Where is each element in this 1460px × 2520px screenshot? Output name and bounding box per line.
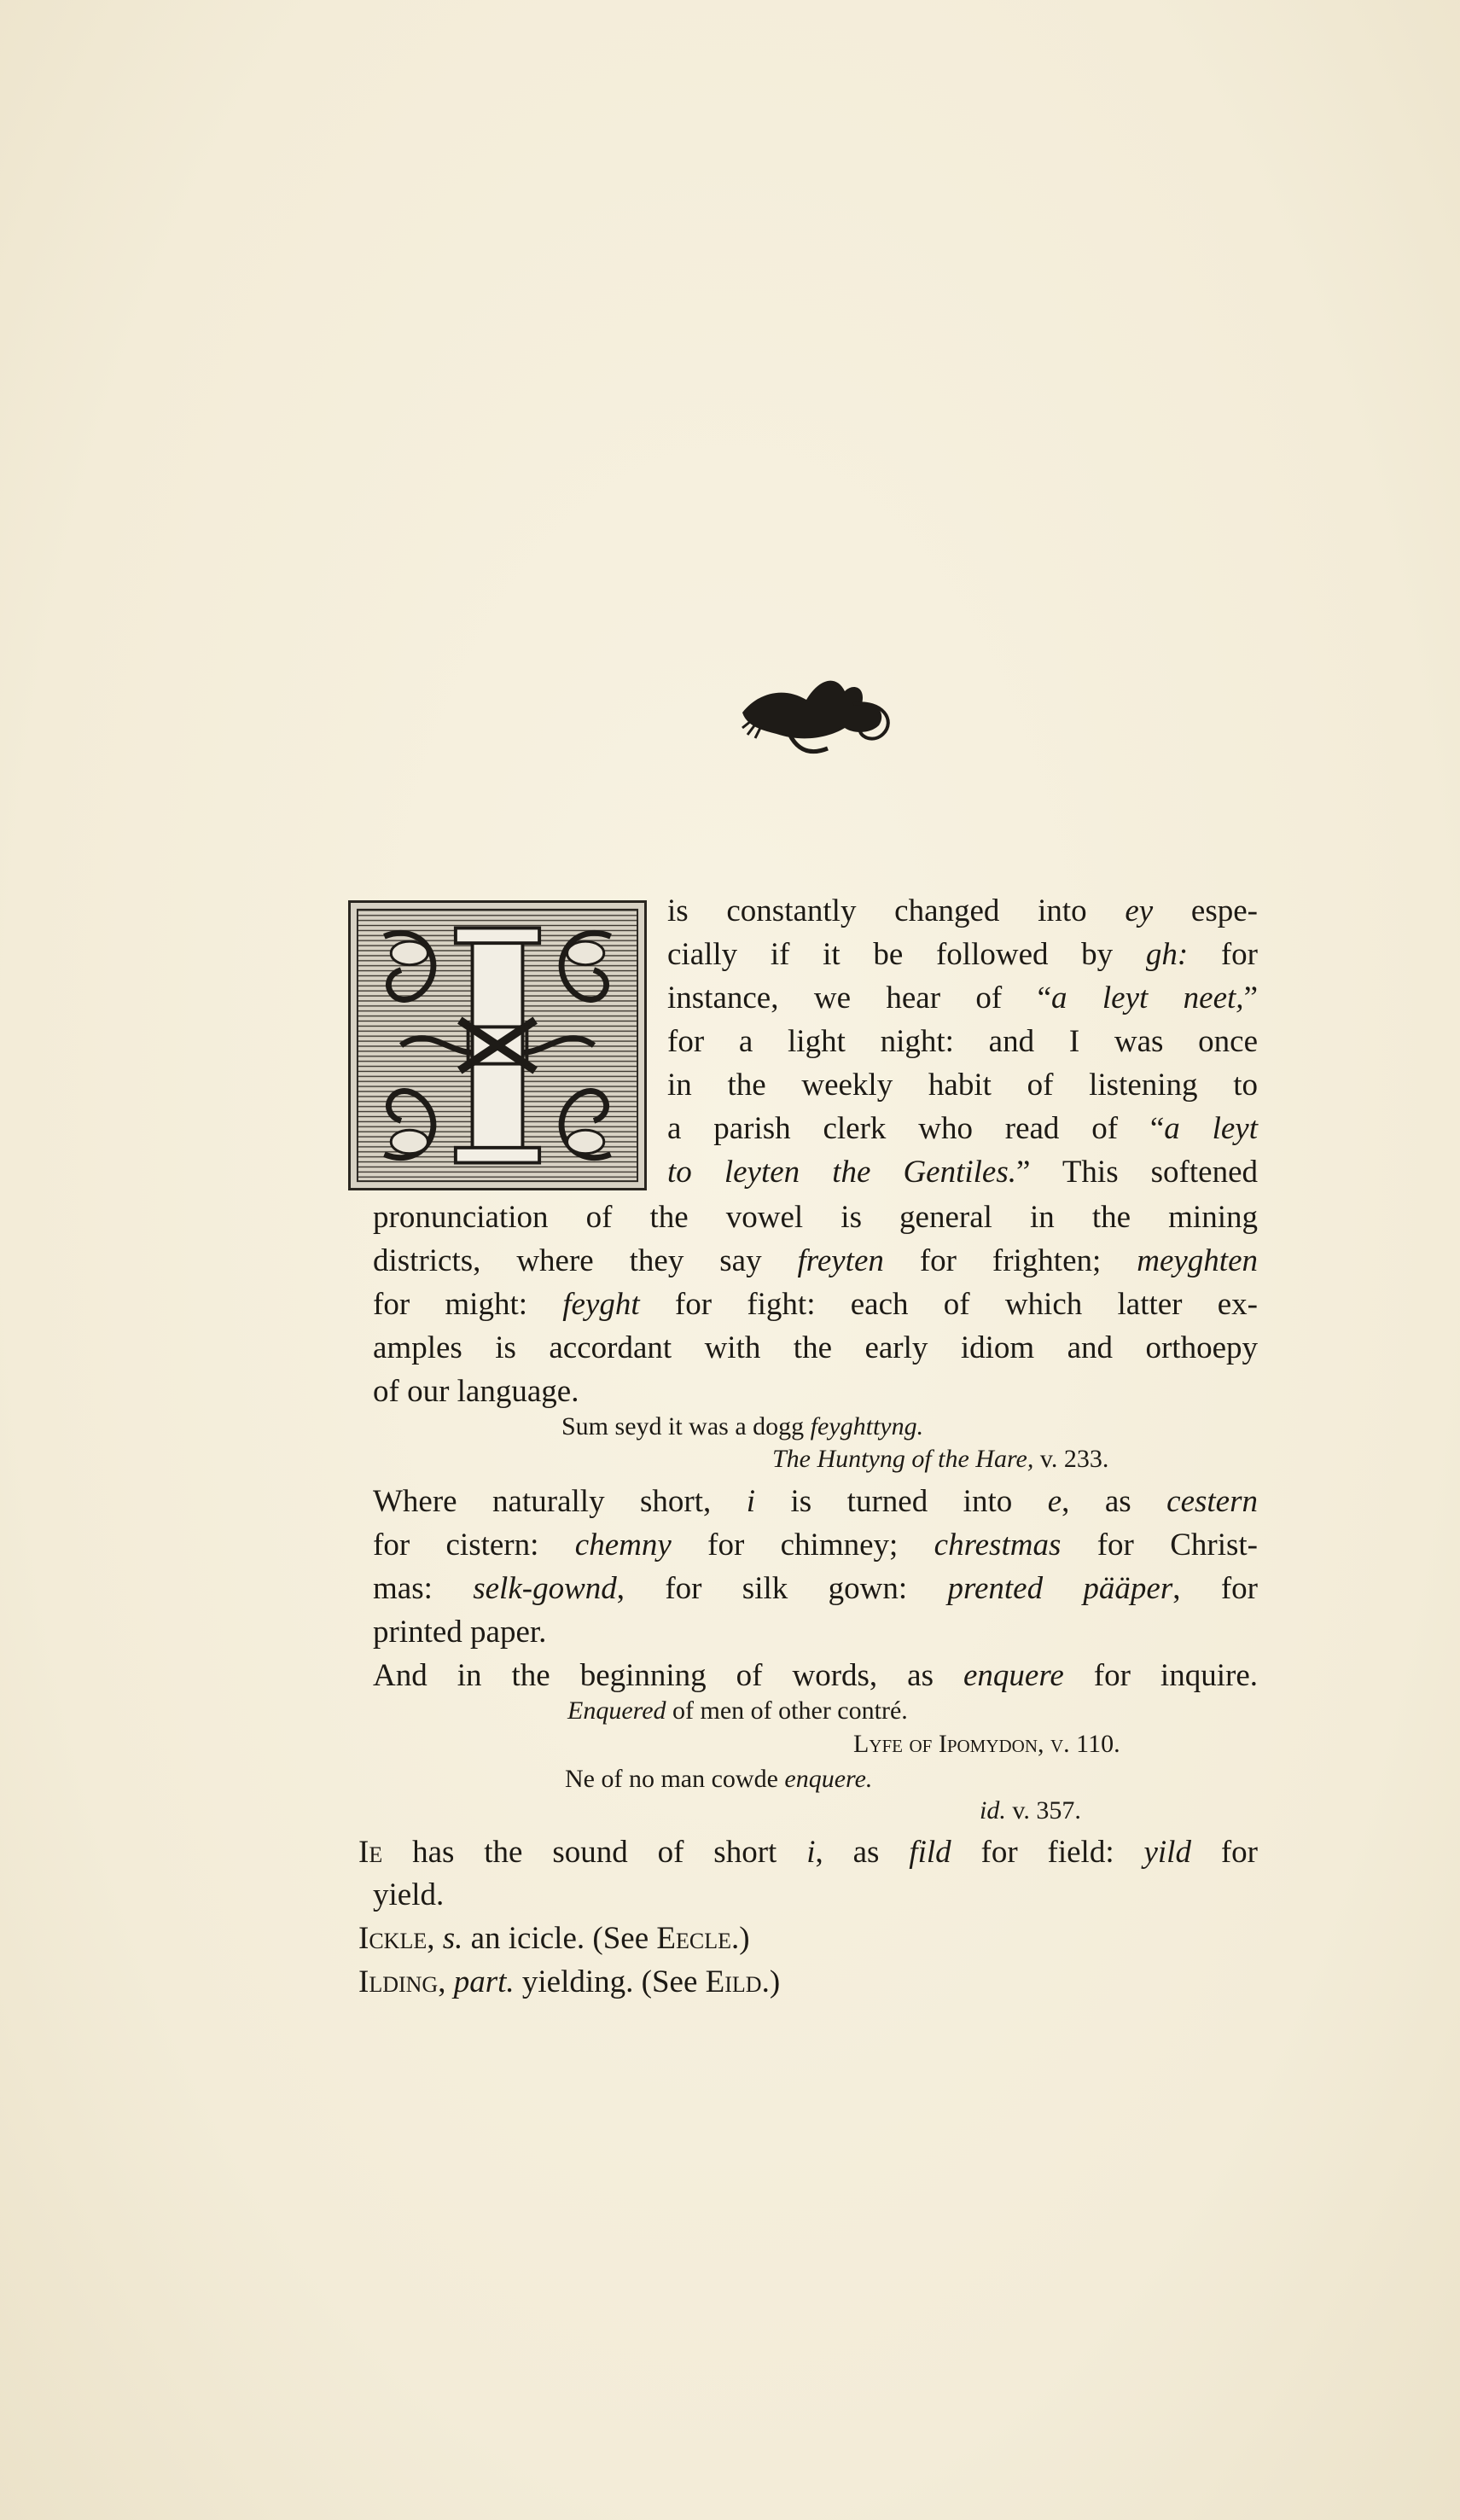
text-line: in the weekly habit of listening to xyxy=(667,1068,1258,1103)
text-line: mas: selk-gownd, for silk gown: prented pääper, for xyxy=(373,1571,1258,1606)
text-line: for might: feyght for fight: each of which latter ex- xyxy=(373,1287,1258,1322)
text-line: to leyten the Gentiles.” This softened xyxy=(667,1155,1258,1190)
quotation: Enquered of men of other contré. xyxy=(567,1696,908,1725)
quotation: Ne of no man cowde enquere. xyxy=(565,1765,873,1793)
floral-fleuron-icon xyxy=(725,653,896,764)
entry-ie: Ie has the sound of short i, as fild for field: yild for xyxy=(358,1835,1258,1870)
text-line: amples is accordant with the early idiom and orthoepy xyxy=(373,1330,1258,1365)
decorated-initial-I-icon xyxy=(348,900,647,1190)
text-line: for cistern: chemny for chimney; chrestmas for Christ- xyxy=(373,1528,1258,1563)
text-line: Where naturally short, i is turned into e, as cestern xyxy=(373,1484,1259,1519)
text-line: is constantly changed into ey espe- xyxy=(667,893,1258,928)
text-line: of our language. xyxy=(373,1374,579,1409)
entry-ilding: Ilding, part. yielding. (See Eild.) xyxy=(358,1964,781,1999)
text-line: pronunciation of the vowel is general in the mining xyxy=(373,1200,1258,1235)
entry-ickle: Ickle, s. an icicle. (See Eecle.) xyxy=(358,1921,750,1956)
text-line: cially if it be followed by gh: for xyxy=(667,937,1258,972)
text-line: districts, where they say freyten for frighten; meyghten xyxy=(373,1243,1258,1278)
text-line: instance, we hear of “a leyt neet,” xyxy=(667,981,1258,1016)
text-line: yield. xyxy=(373,1877,445,1912)
quotation-source: The Huntyng of the Hare, v. 233. xyxy=(772,1445,1109,1473)
quotation: Sum seyd it was a dogg feyghttyng. xyxy=(561,1412,924,1440)
text-line: printed paper. xyxy=(373,1615,547,1650)
quotation-source: id. v. 357. xyxy=(980,1796,1081,1825)
text-line: a parish clerk who read of “a leyt xyxy=(667,1111,1259,1146)
text-line: for a light night: and I was once xyxy=(667,1024,1258,1059)
quotation-source: Lyfe of Ipomydon, v. 110. xyxy=(853,1730,1120,1758)
text-line: And in the beginning of words, as enquere for inquire. xyxy=(373,1658,1258,1693)
